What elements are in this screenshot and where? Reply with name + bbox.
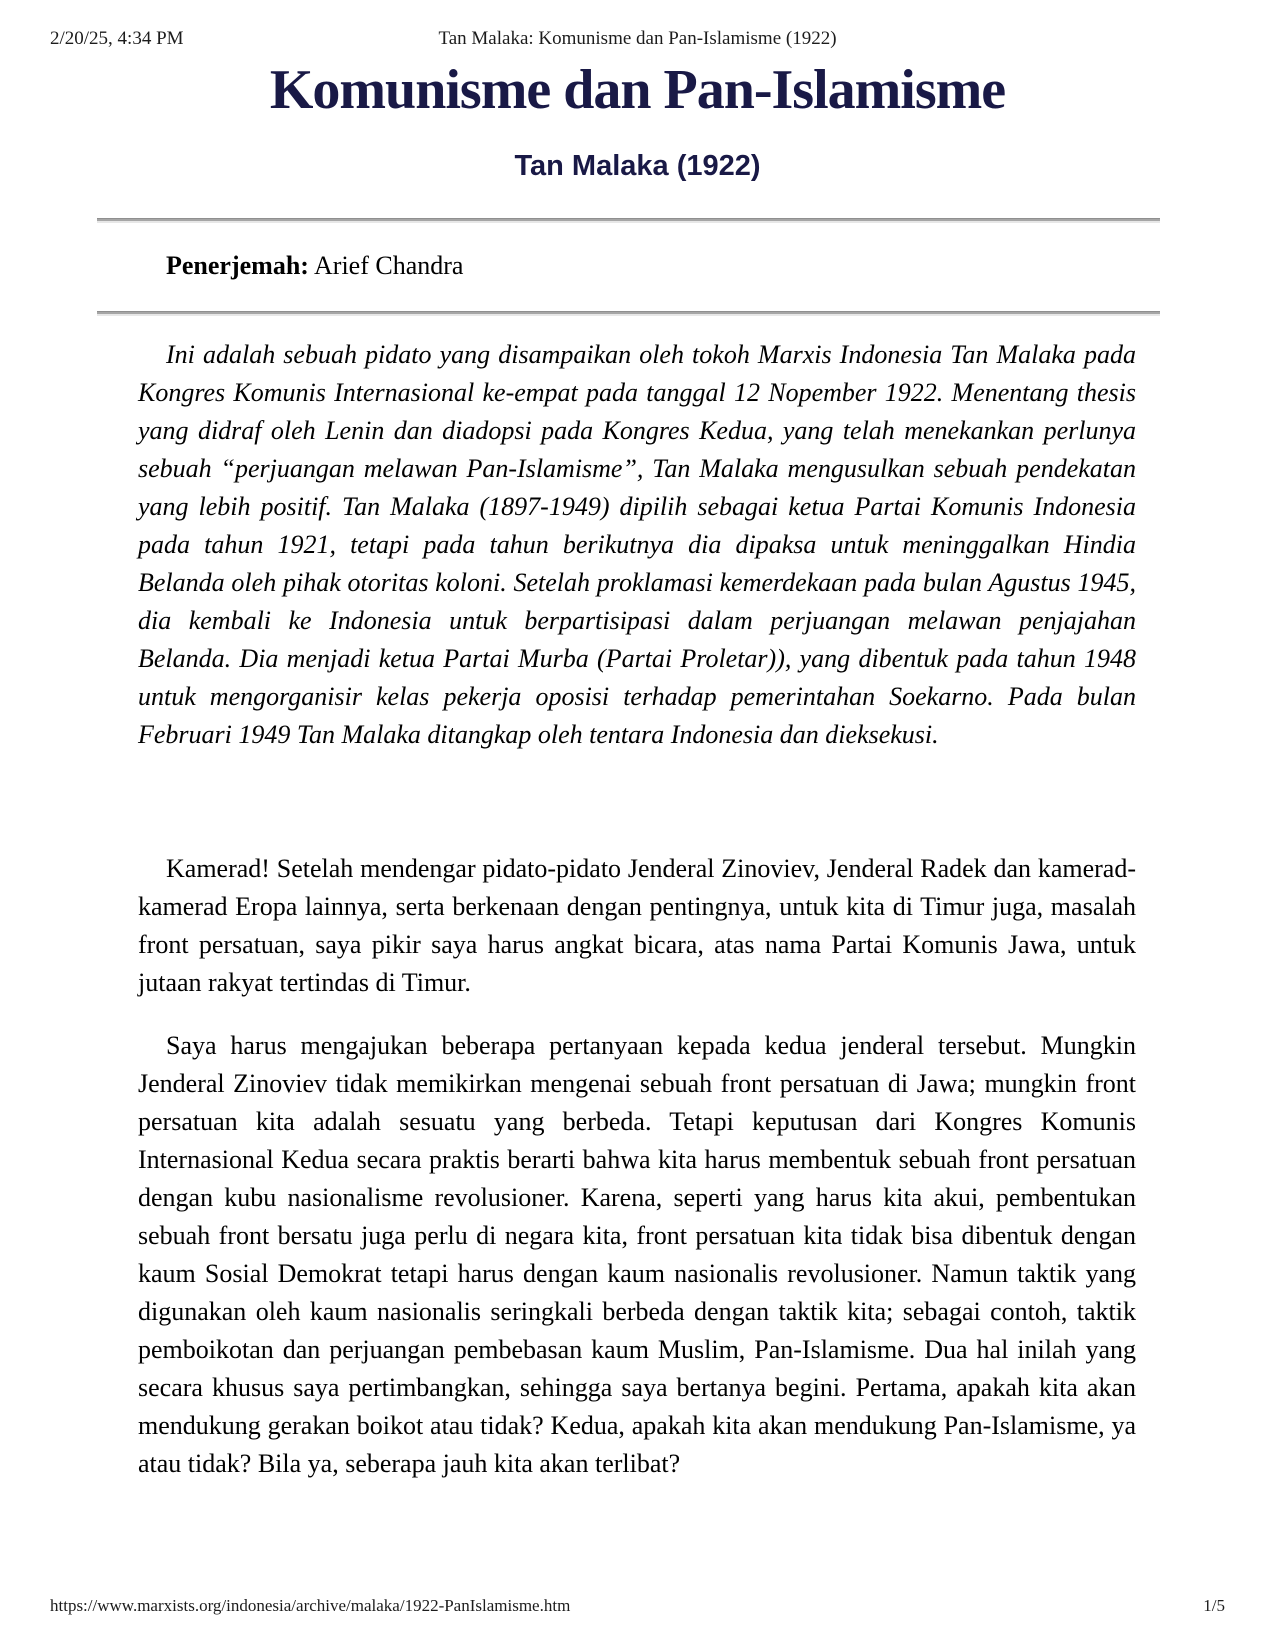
translator-label: Penerjemah: [166,251,309,280]
translator-line [138,247,1136,285]
divider-bottom [97,311,1160,316]
body-paragraph-1: Kamerad! Setelah mendengar pidato-pidato Jenderal Zinoviev, Jenderal Radek dan kamerad-kamerad Eropa lainnya, serta berkenaan dengan pentingnya, untuk kita di Timur juga, masalah front persatuan, saya pikir saya harus angkat bicara, atas nama Partai Komunis Jawa, untuk jutaan rakyat tertindas di Timur. [138,854,1136,997]
article-byline: Tan Malaka (1922) [514,150,761,182]
print-doc-title: Tan Malaka: Komunisme dan Pan-Islamisme (1922) [438,28,837,49]
body-paragraph-2: Saya harus mengajukan beberapa pertanyaan kepada kedua jenderal tersebut. Mungkin Jenderal Zinoviev tidak memikirkan mengenai sebuah front persatuan di Jawa; mungkin front persatuan kita adalah sesuatu yang berbeda. Tetapi keputusan dari Kongres Komunis Internasional Kedua secara praktis berarti bahwa kita harus membentuk sebuah front persatuan dengan kubu nasionalisme revolusioner. Karena, seperti yang harus kita akui, pembentukan sebuah front bersatu juga perlu di negara kita, front persatuan kita tidak bisa dibentuk dengan kaum Sosial Demokrat tetapi harus dengan kaum nasionalis revolusioner. Namun taktik yang digunakan oleh kaum nasionalis seringkali berbeda dengan taktik kita; sebagai contoh, taktik pemboikotan dan perjuangan pembebasan kaum Muslim, Pan-Islamisme. Dua hal inilah yang secara khusus saya pertimbangkan, sehingga saya bertanya begini. Pertama, apakah kita akan mendukung gerakan boikot atau tidak? Kedua, apakah kita akan mendukung Pan-Islamisme, ya atau tidak? Bila ya, seberapa jauh kita akan terlibat? [138,1031,1136,1478]
intro-note [0,336,1275,754]
article-title: Komunisme dan Pan-Islamisme [269,59,1006,121]
page-indicator: 1/5 [1203,1596,1225,1615]
intro-paragraph: Ini adalah sebuah pidato yang disampaikan oleh tokoh Marxis Indonesia Tan Malaka pada Kongres Komunis Internasional ke-empat pada tanggal 12 Nopember 1922. Menentang thesis yang didraf oleh Lenin dan diadopsi pada Kongres Kedua, yang telah menekankan perlunya sebuah “perjuangan melawan Pan-Islamisme”, Tan Malaka mengusulkan sebuah pendekatan yang lebih positif. Tan Malaka (1897-1949) dipilih sebagai ketua Partai Komunis Indonesia pada tahun 1921, tetapi pada tahun berikutnya dia dipaksa untuk meninggalkan Hindia Belanda oleh pihak otoritas koloni. Setelah proklamasi kemerdekaan pada bulan Agustus 1945, dia kembali ke Indonesia untuk berpartisipasi dalam perjuangan melawan penjajahan Belanda. Dia menjadi ketua Partai Murba (Partai Proletar)), yang dibentuk pada tahun 1948 untuk mengorganisir kelas pekerja oposisi terhadap pemerintahan Soekarno. Pada bulan Februari 1949 Tan Malaka ditangkap oleh tentara Indonesia dan dieksekusi. [138,340,1136,749]
print-footer [50,1594,1225,1618]
translator-name: Arief Chandra [314,251,464,280]
divider-top [97,218,1160,223]
print-datetime: 2/20/25, 4:34 PM [50,28,184,49]
print-header [50,27,1225,51]
source-url: https://www.marxists.org/indonesia/archive/malaka/1922-PanIslamisme.htm [50,1596,571,1615]
